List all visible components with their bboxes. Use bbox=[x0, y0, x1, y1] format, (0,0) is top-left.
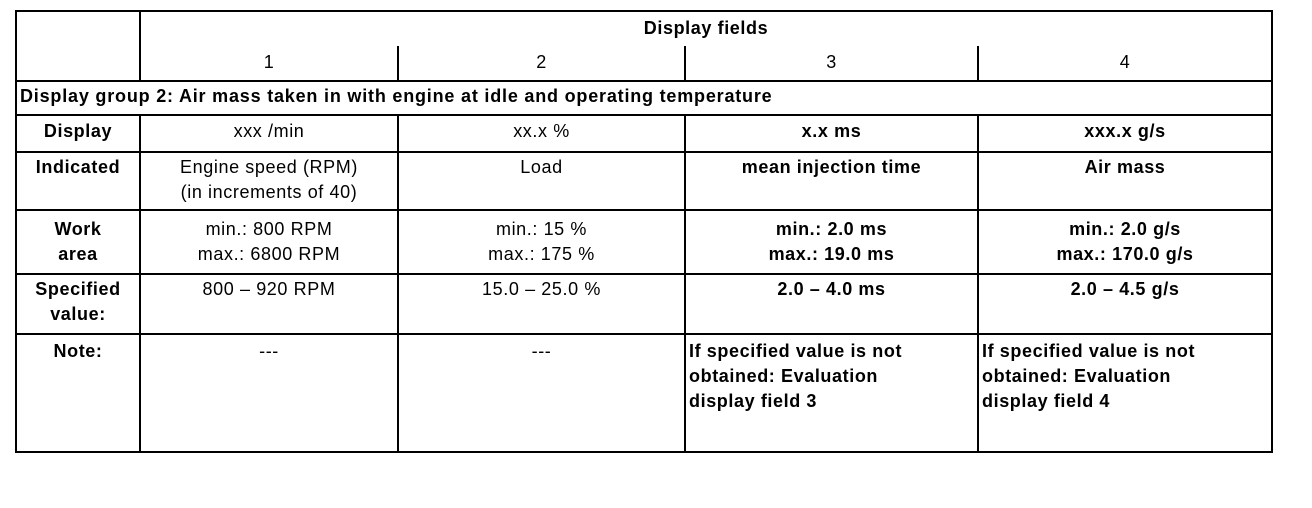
note-value-3-line-1: If specified value is not bbox=[689, 341, 903, 361]
indicated-row bbox=[16, 152, 1272, 210]
specified-value-2: 15.0 – 25.0 % bbox=[398, 274, 685, 334]
note-value-2 bbox=[398, 334, 685, 452]
work-area-value-2 bbox=[398, 210, 685, 274]
field-number-row bbox=[16, 46, 1272, 81]
display-row-label: Display bbox=[16, 115, 140, 152]
group-title-row bbox=[16, 81, 1272, 115]
indicated-value-1-line-2: (in increments of 40) bbox=[180, 182, 358, 202]
corner-cell bbox=[16, 11, 140, 81]
display-group-table bbox=[15, 10, 1273, 453]
note-value-4-line-1: If specified value is not bbox=[982, 341, 1196, 361]
display-value-3: x.x ms bbox=[685, 115, 978, 152]
work-area-value-4-min: min.: 2.0 g/s bbox=[1069, 219, 1181, 239]
specified-value-4: 2.0 – 4.5 g/s bbox=[978, 274, 1272, 334]
specified-value-row bbox=[16, 274, 1272, 334]
field-number-3: 3 bbox=[685, 46, 978, 81]
work-area-value-4-max: max.: 170.0 g/s bbox=[1056, 244, 1194, 264]
note-value-2-line-1: --- bbox=[531, 341, 552, 361]
indicated-value-1-line-1: Engine speed (RPM) bbox=[180, 157, 358, 177]
display-group-title: Display group 2: Air mass taken in with engine at idle and operating temperature bbox=[16, 81, 1272, 115]
specified-value-row-label bbox=[16, 274, 140, 334]
work-area-value-3-max: max.: 19.0 ms bbox=[768, 244, 895, 264]
note-value-3-line-2: obtained: Evaluation bbox=[689, 366, 879, 386]
indicated-value-2-line-1: Load bbox=[520, 157, 563, 177]
indicated-value-3 bbox=[685, 152, 978, 210]
indicated-value-2 bbox=[398, 152, 685, 210]
work-area-value-1-min: min.: 800 RPM bbox=[205, 219, 333, 239]
field-number-1: 1 bbox=[140, 46, 398, 81]
indicated-value-4 bbox=[978, 152, 1272, 210]
specified-value-1: 800 – 920 RPM bbox=[140, 274, 398, 334]
note-value-1-line-1: --- bbox=[259, 341, 279, 361]
note-value-4-line-3: display field 4 bbox=[982, 391, 1111, 411]
work-area-value-1 bbox=[140, 210, 398, 274]
indicated-value-1 bbox=[140, 152, 398, 210]
work-area-value-2-min: min.: 15 % bbox=[495, 219, 588, 239]
display-row bbox=[16, 115, 1272, 152]
display-value-1: xxx /min bbox=[140, 115, 398, 152]
note-value-1 bbox=[140, 334, 398, 452]
note-value-4-line-2: obtained: Evaluation bbox=[982, 366, 1172, 386]
field-number-4: 4 bbox=[978, 46, 1272, 81]
work-area-row-label bbox=[16, 210, 140, 274]
work-area-value-2-max: max.: 175 % bbox=[488, 244, 595, 264]
work-area-row bbox=[16, 210, 1272, 274]
specified-value-label-line-1: Specified bbox=[35, 279, 121, 299]
work-area-label-line-1: Work bbox=[54, 219, 102, 239]
field-number-2: 2 bbox=[398, 46, 685, 81]
note-value-3 bbox=[685, 334, 978, 452]
display-value-4: xxx.x g/s bbox=[978, 115, 1272, 152]
indicated-value-3-line-1: mean injection time bbox=[741, 157, 922, 177]
note-row bbox=[16, 334, 1272, 452]
specified-value-3: 2.0 – 4.0 ms bbox=[685, 274, 978, 334]
specified-value-label-line-2: value: bbox=[50, 304, 106, 324]
work-area-value-1-max: max.: 6800 RPM bbox=[197, 244, 341, 264]
work-area-value-3-min: min.: 2.0 ms bbox=[775, 219, 888, 239]
note-row-label: Note: bbox=[16, 334, 140, 452]
note-value-4 bbox=[978, 334, 1272, 452]
display-fields-title: Display fields bbox=[140, 11, 1272, 46]
work-area-value-4 bbox=[978, 210, 1272, 274]
header-title-row bbox=[16, 11, 1272, 46]
indicated-row-label: Indicated bbox=[16, 152, 140, 210]
work-area-label-line-2: area bbox=[58, 244, 98, 264]
display-value-2: xx.x % bbox=[398, 115, 685, 152]
work-area-value-3 bbox=[685, 210, 978, 274]
note-value-3-line-3: display field 3 bbox=[689, 391, 818, 411]
indicated-value-4-line-1: Air mass bbox=[1084, 157, 1166, 177]
